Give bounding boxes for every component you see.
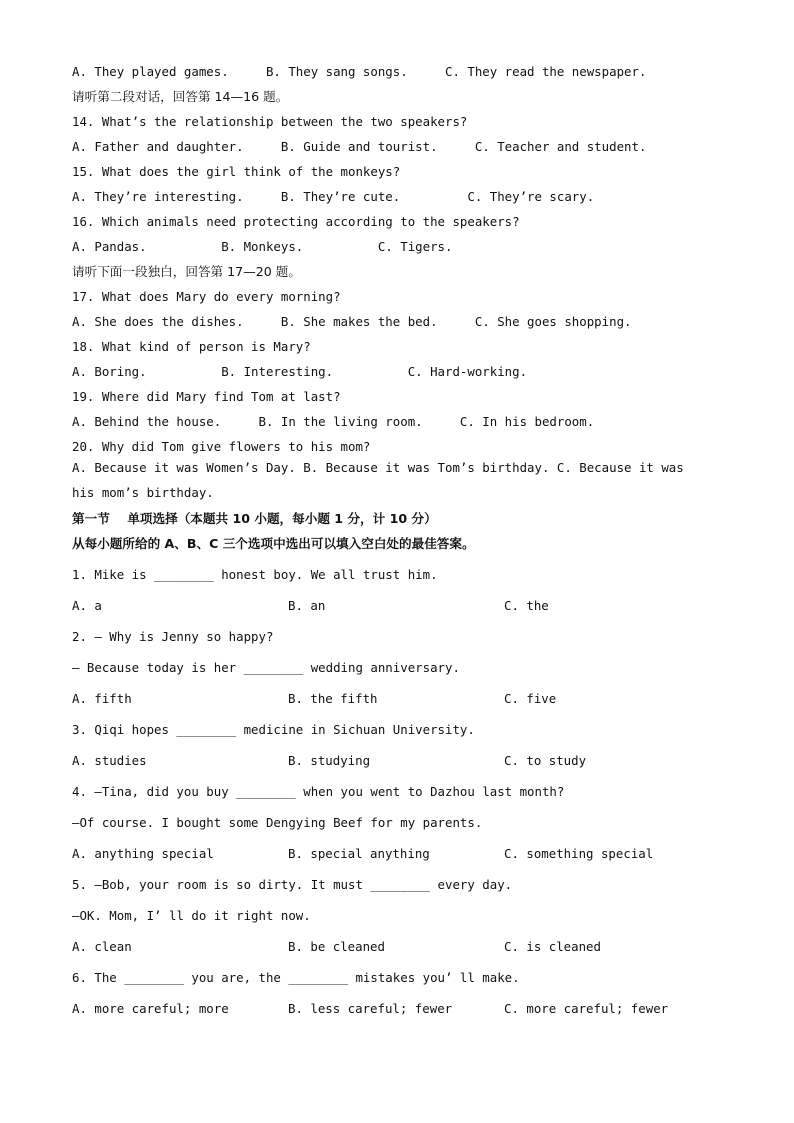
grammar-question-line: 3. Qiqi hopes ________ medicine in Sichuan University. [72,722,475,737]
option-b: B. the fifth [288,691,378,706]
option-b: B. an [288,598,326,613]
option-c: C. more careful; fewer [504,1001,669,1016]
grammar-question-line: —Of course. I bought some Dengying Beef for my parents. [72,815,483,830]
question-options: A. They’re interesting. B. They’re cute. C. They’re scary. [72,189,595,204]
question-stem: 16. Which animals need protecting according to the speakers? [72,214,520,229]
option-a: A. a [72,598,102,613]
option-c: C. the [504,598,549,613]
question-stem: 20. Why did Tom give flowers to his mom? [72,439,371,454]
question-options: A. She does the dishes. B. She makes the bed. C. She goes shopping. [72,314,632,329]
question-stem: 15. What does the girl think of the monkeys? [72,164,401,179]
grammar-options-row [72,753,722,769]
grammar-options-row [72,846,722,862]
option-b: B. be cleaned [288,939,385,954]
grammar-question-line: 1. Mike is ________ honest boy. We all trust him. [72,567,438,582]
grammar-section [72,567,722,1017]
question-options: A. Pandas. B. Monkeys. C. Tigers. [72,239,453,254]
question-options: A. Boring. B. Interesting. C. Hard-working. [72,364,528,379]
grammar-question-line: 6. The ________ you are, the ________ mistakes you’ ll make. [72,970,520,985]
listening-section [72,64,722,455]
exam-page [72,64,722,1017]
question-options: A. Father and daughter. B. Guide and tourist. C. Teacher and student. [72,139,647,154]
question-stem: 19. Where did Mary find Tom at last? [72,389,341,404]
option-c: C. something special [504,846,654,861]
listening-instruction: 请听第二段对话，回答第 14—16 题。 [72,89,289,104]
question-options: A. They played games. B. They sang songs. C. They read the newspaper. [72,64,647,79]
option-c: C. is cleaned [504,939,601,954]
question-20-options: A. Because it was Women’s Day. B. Because it was Tom’s birthday. C. Because it was his mom’s birthday. [72,460,684,500]
option-a: A. fifth [72,691,132,706]
grammar-options-row [72,598,722,614]
option-a: A. anything special [72,846,214,861]
grammar-question-line: 2. — Why is Jenny so happy? [72,629,274,644]
grammar-options-row [72,1001,722,1017]
option-b: B. studying [288,753,371,768]
grammar-options-row [72,939,722,955]
question-stem: 14. What’s the relationship between the two speakers? [72,114,468,129]
question-stem: 18. What kind of person is Mary? [72,339,311,354]
question-stem: 17. What does Mary do every morning? [72,289,341,304]
grammar-question-line: — Because today is her ________ wedding anniversary. [72,660,460,675]
grammar-question-line: 5. —Bob, your room is so dirty. It must ________ every day. [72,877,513,892]
option-b: B. special anything [288,846,430,861]
option-a: A. studies [72,753,147,768]
section-instruction: 从每小题所给的 A、B、C 三个选项中选出可以填入空白处的最佳答案。 [72,536,475,551]
option-c: C. to study [504,753,587,768]
option-b: B. less careful; fewer [288,1001,453,1016]
grammar-options-row [72,691,722,707]
listening-instruction: 请听下面一段独白，回答第 17—20 题。 [72,264,301,279]
section-title: 第一节 单项选择（本题共 10 小题，每小题 1 分，计 10 分） [72,511,437,526]
grammar-question-line: 4. —Tina, did you buy ________ when you went to Dazhou last month? [72,784,565,799]
option-c: C. five [504,691,557,706]
grammar-question-line: —OK. Mom, I’ ll do it right now. [72,908,311,923]
option-a: A. more careful; more [72,1001,229,1016]
question-options: A. Behind the house. B. In the living room. C. In his bedroom. [72,414,595,429]
option-a: A. clean [72,939,132,954]
